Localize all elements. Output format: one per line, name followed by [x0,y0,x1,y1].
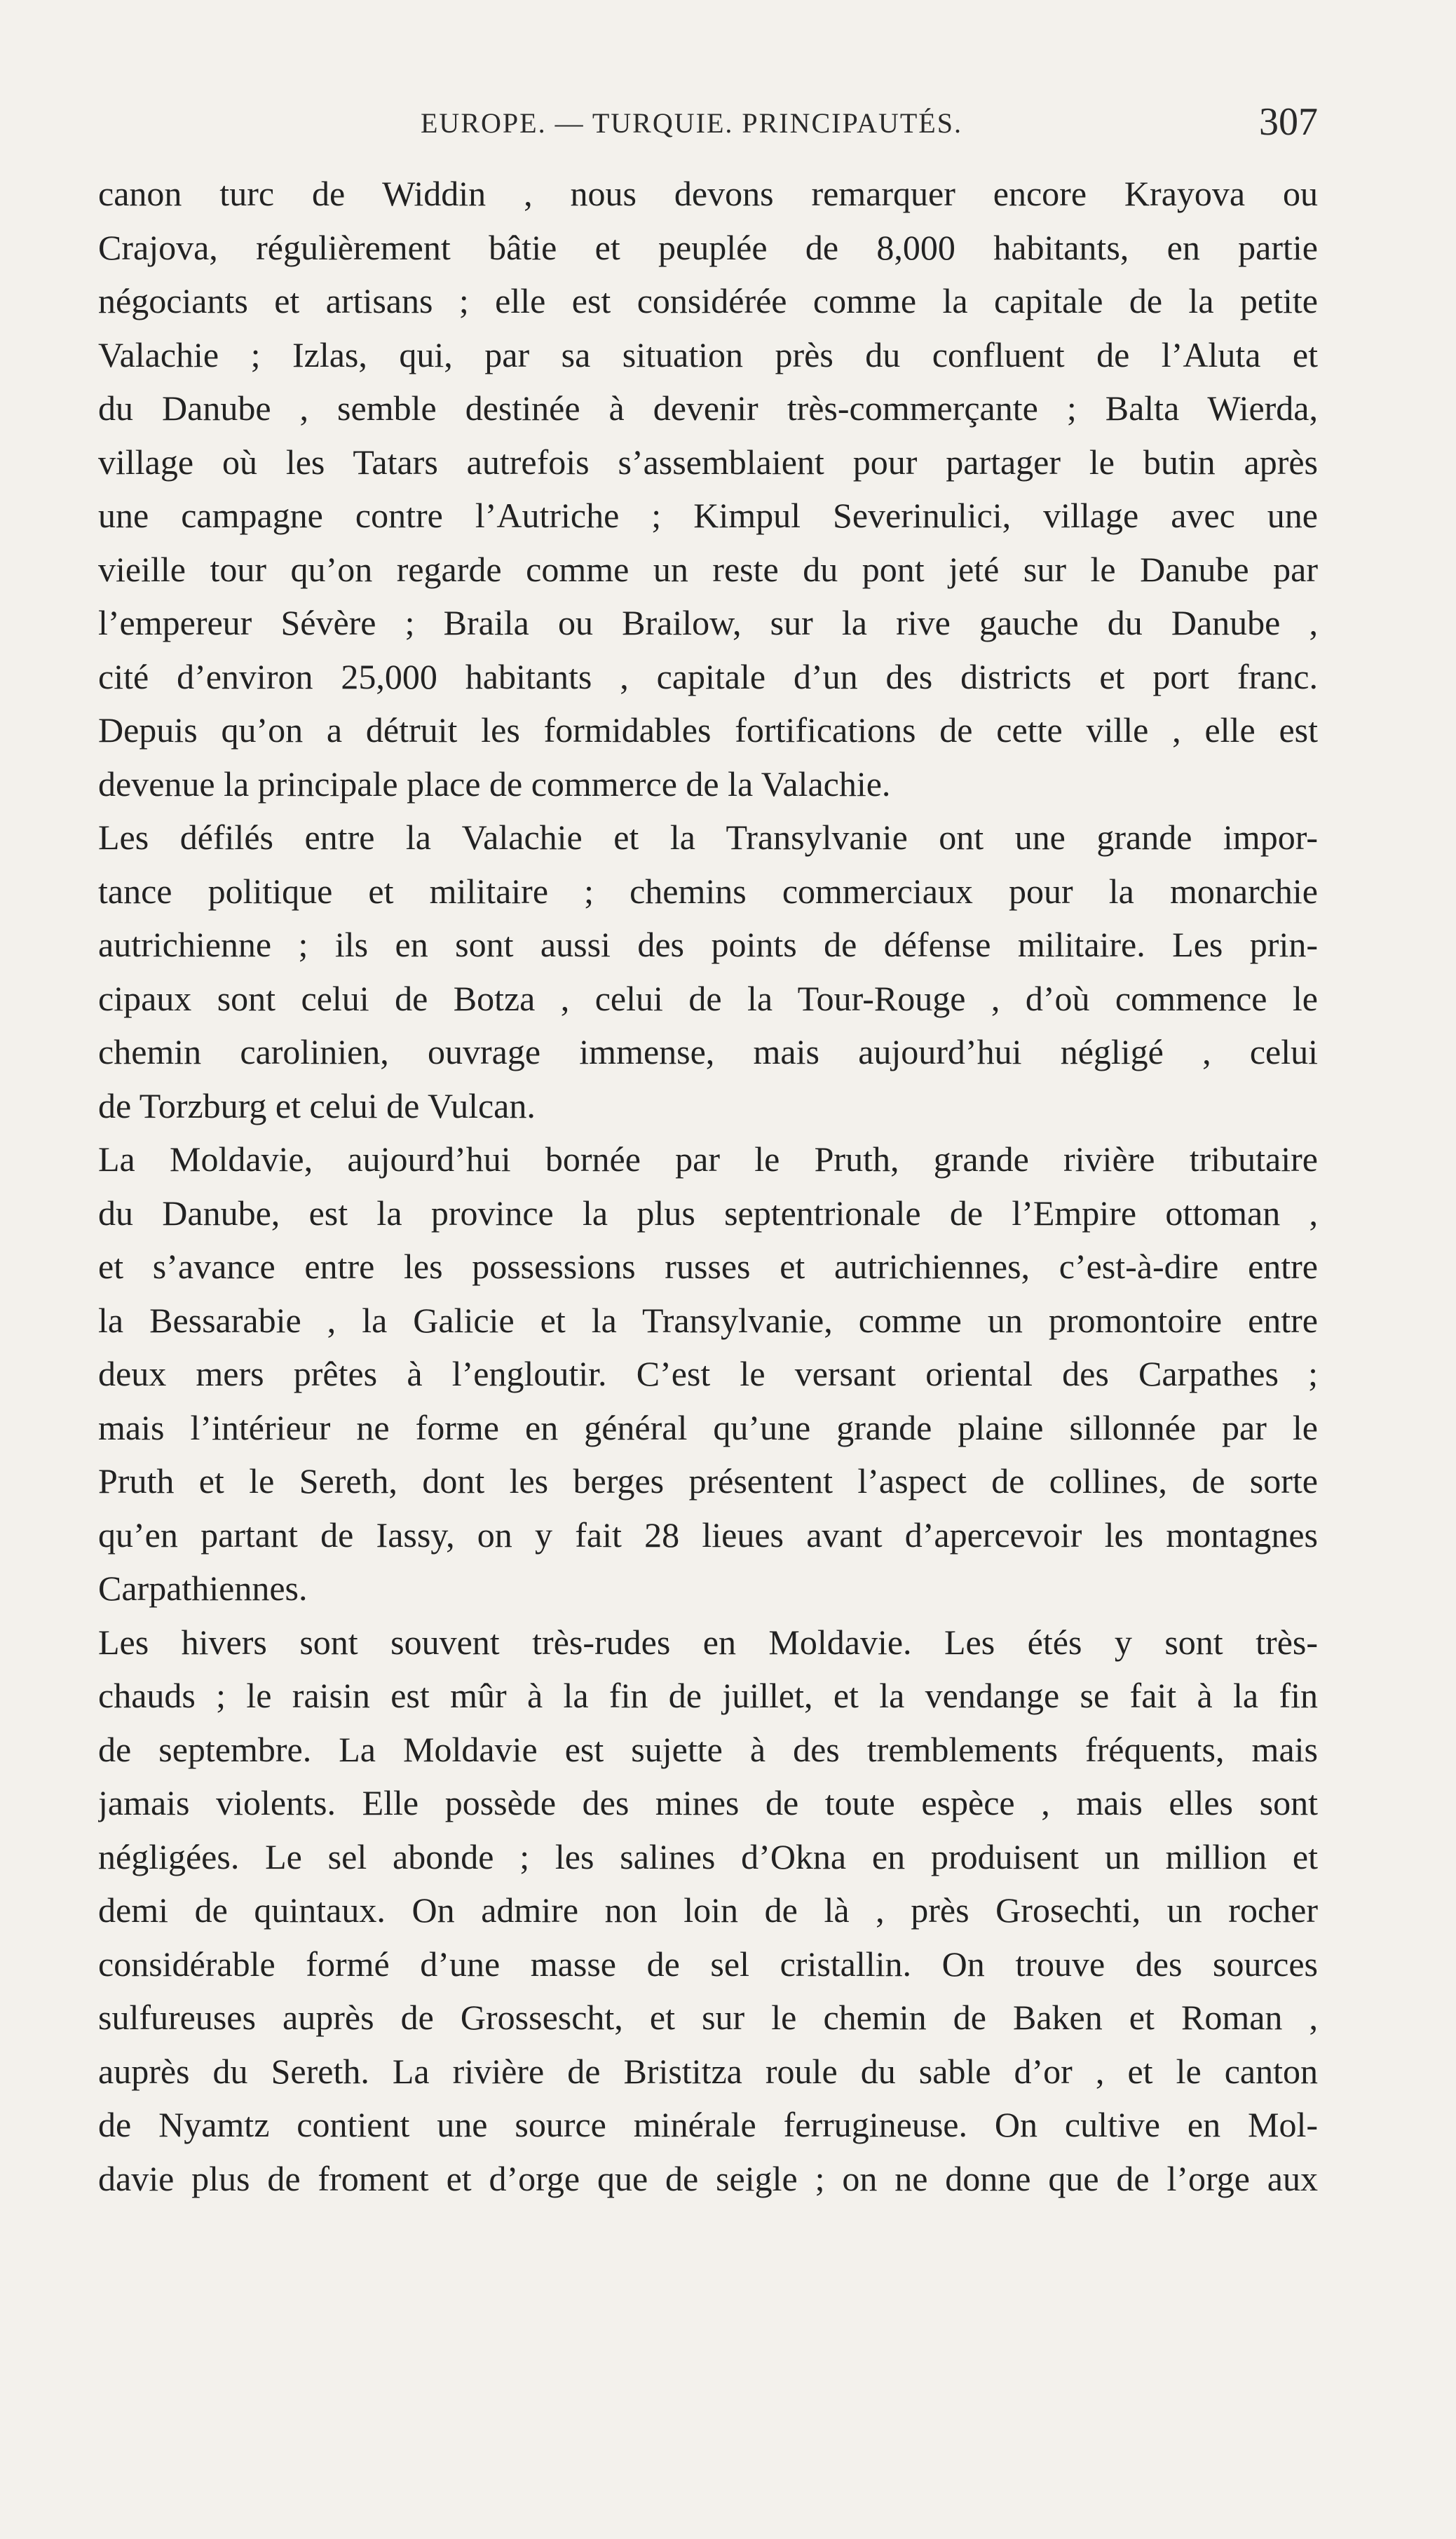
text-line: davie plus de froment et d’orge que de seigle ; on ne donne que de l’orge aux [98,2158,1318,2198]
header-title: EUROPE. — TURQUIE. PRINCIPAUTÉS. [421,107,962,139]
running-header [98,100,1318,153]
text-line: Les hivers sont souvent très-rudes en Moldavie. Les étés y sont très- [98,1622,1318,1662]
text-line: vieille tour qu’on regarde comme un reste du pont jeté sur le Danube par [98,549,1318,589]
text-line: mais l’intérieur ne forme en général qu’une grande plaine sillonnée par le [98,1407,1318,1447]
text-line: une campagne contre l’Autriche ; Kimpul Severinulici, village avec une [98,496,1318,535]
text-line: considérable formé d’une masse de sel cristallin. On trouve des sources [98,1944,1318,1984]
text-line: du Danube, est la province la plus septentrionale de l’Empire ottoman , [98,1193,1318,1233]
text-line: l’empereur Sévère ; Braila ou Brailow, sur la rive gauche du Danube , [98,603,1318,642]
text-line: Les défilés entre la Valachie et la Transylvanie ont une grande impor- [98,818,1318,857]
text-line: de Torzburg et celui de Vulcan. [98,1085,536,1125]
text-line: devenue la principale place de commerce de la Valachie. [98,764,891,804]
text-line: sulfureuses auprès de Grossescht, et sur le chemin de Baken et Roman , [98,1998,1318,2037]
text-line: auprès du Sereth. La rivière de Bristitza roule du sable d’or , et le canton [98,2051,1318,2091]
text-line: demi de quintaux. On admire non loin de là , près Grosechti, un rocher [98,1890,1318,1930]
text-line: jamais violents. Elle possède des mines de toute espèce , mais elles sont [98,1783,1318,1822]
text-line: Depuis qu’on a détruit les formidables fortifications de cette ville , elle est [98,710,1318,750]
text-line: qu’en partant de Iassy, on y fait 28 lieues avant d’apercevoir les montagnes [98,1515,1318,1555]
text-line: Valachie ; Izlas, qui, par sa situation près du confluent de l’Aluta et [98,334,1318,374]
text-line: autrichienne ; ils en sont aussi des points de défense militaire. Les prin- [98,925,1318,964]
text-line: village où les Tatars autrefois s’assemblaient pour partager le butin après [98,442,1318,482]
text-line: et s’avance entre les possessions russes et autrichiennes, c’est-à-dire entre [98,1247,1318,1286]
text-line: de septembre. La Moldavie est sujette à des tremblements fréquents, mais [98,1729,1318,1769]
text-line: cipaux sont celui de Botza , celui de la Tour-Rouge , d’où commence le [98,978,1318,1018]
text-line: chemin carolinien, ouvrage immense, mais aujourd’hui négligé , celui [98,1032,1318,1071]
page-number: 307 [1259,100,1318,144]
text-line: la Bessarabie , la Galicie et la Transylvanie, comme un promontoire entre [98,1300,1318,1340]
text-line: Pruth et le Sereth, dont les berges présentent l’aspect de collines, de sorte [98,1461,1318,1501]
text-line: Crajova, régulièrement bâtie et peuplée de 8,000 habitants, en partie [98,227,1318,267]
body-text [98,167,1318,2205]
text-line: négligées. Le sel abonde ; les salines d’Okna en produisent un million et [98,1836,1318,1876]
text-line: tance politique et militaire ; chemins commerciaux pour la monarchie [98,871,1318,911]
text-line: négociants et artisans ; elle est considérée comme la capitale de la petite [98,281,1318,320]
text-line: du Danube , semble destinée à devenir très-commerçante ; Balta Wierda, [98,388,1318,428]
text-line: deux mers prêtes à l’engloutir. C’est le versant oriental des Carpathes ; [98,1354,1318,1393]
text-line: cité d’environ 25,000 habitants , capitale d’un des districts et port franc. [98,656,1318,696]
text-line: Carpathiennes. [98,1569,308,1608]
text-line: canon turc de Widdin , nous devons remarquer encore Krayova ou [98,174,1318,213]
text-line: de Nyamtz contient une source minérale ferrugineuse. On cultive en Mol- [98,2105,1318,2144]
text-line: La Moldavie, aujourd’hui bornée par le Pruth, grande rivière tributaire [98,1139,1318,1179]
text-line: chauds ; le raisin est mûr à la fin de juillet, et la vendange se fait à la fin [98,1676,1318,1715]
